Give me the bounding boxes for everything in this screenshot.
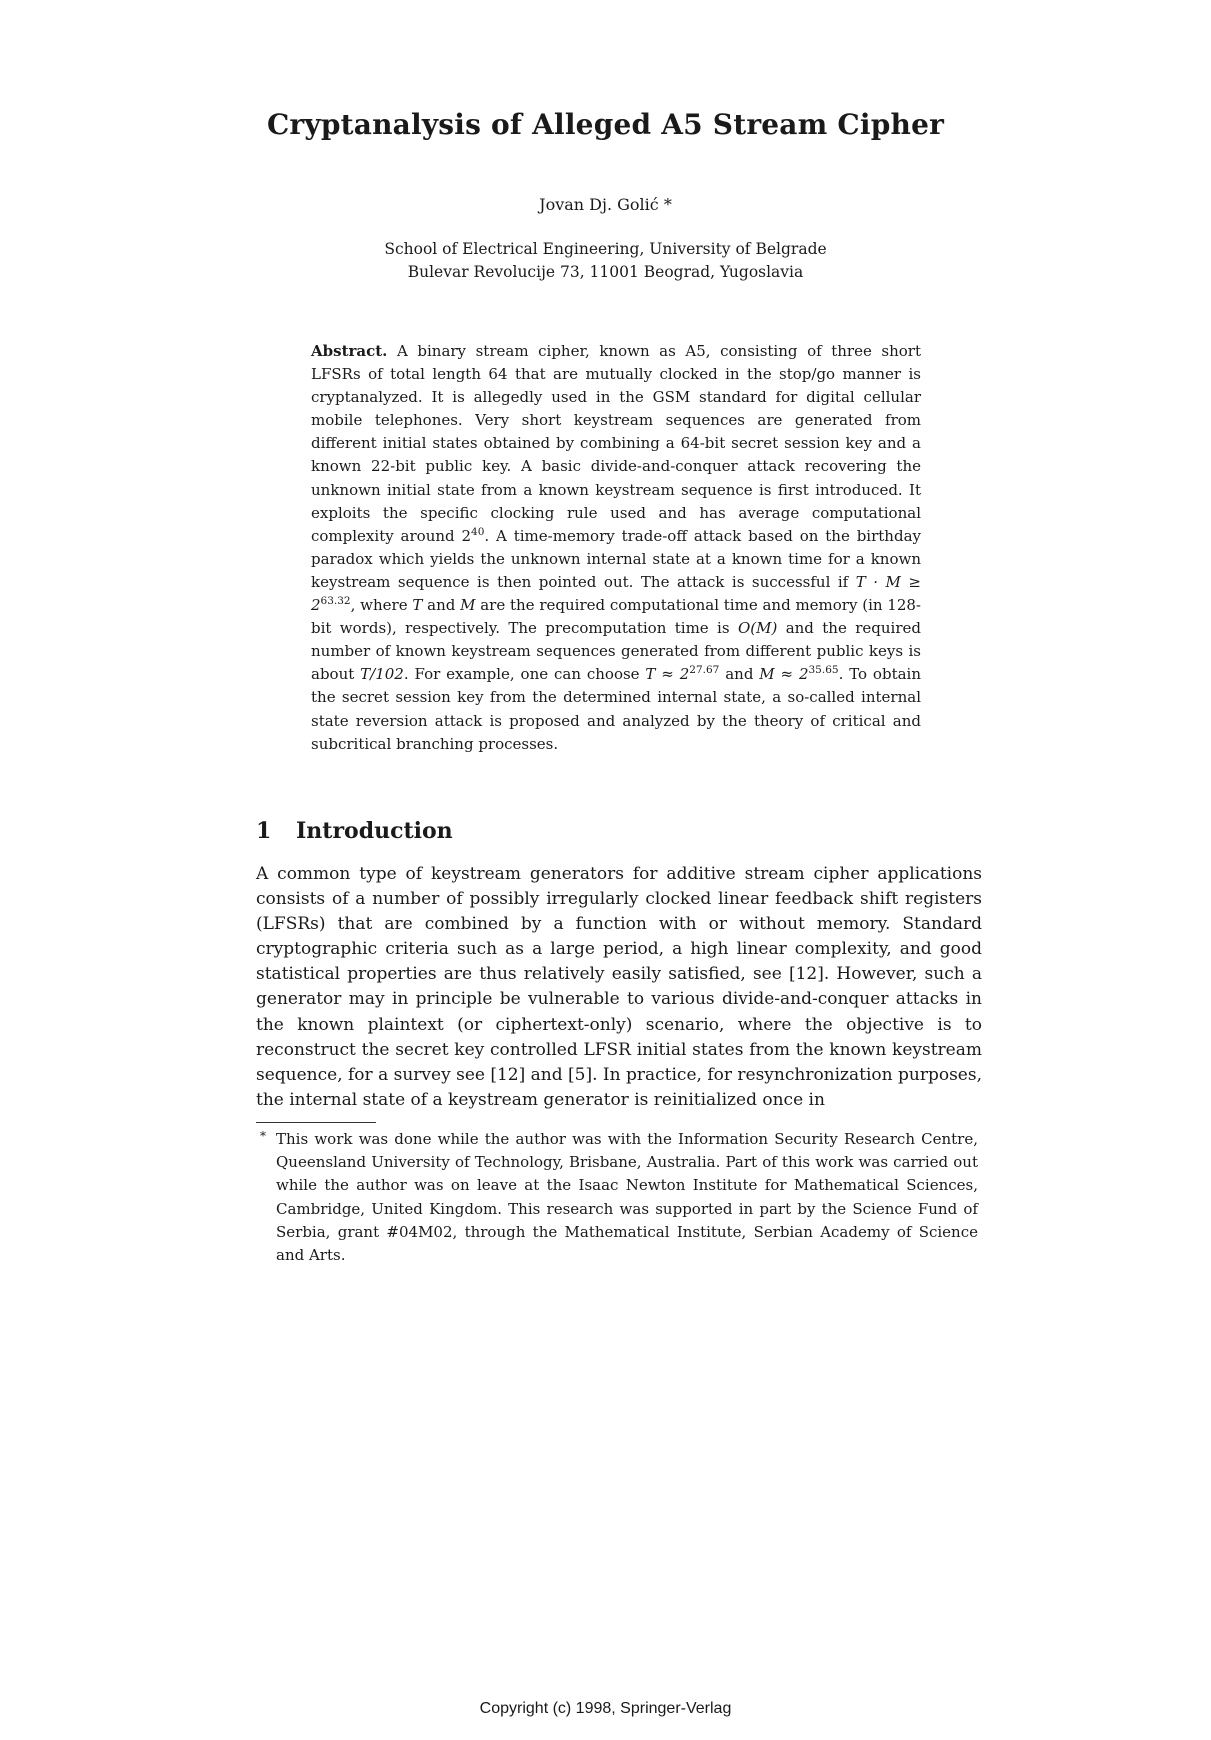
abstract-keyword: Abstract.: [311, 342, 388, 360]
exponent: 27.67: [689, 664, 720, 677]
abstract-text: and the required number of known keystream sequences generated from different public keys is about: [311, 619, 921, 684]
abstract-text: A binary stream cipher, known as A5, consisting of three short LFSRs of total length 64 that are mutually clocked in the stop/go manner is cryptanalyzed. It is allegedly used in the GSM standard for digital cellular mobile telephones. Very short keystream sequences are generated from different initial states obtained by combining a 64-bit secret session key and a known 22-bit public key. A basic divide-and-conquer attack recovering the unknown initial state from a known keystream sequence is first introduced. It exploits the specific clocking rule used and has average computational complexity around 2: [311, 342, 921, 545]
abstract-text: are the required computational time and memory (in 128-bit words), respectively. The precomputation time is: [311, 596, 921, 638]
abstract-text: . A time-memory trade-off attack based on the birthday paradox which yields the unknown internal state at a known time for a known keystream sequence is then pointed out. The attack is successful if: [311, 526, 921, 591]
exponent: 40: [471, 525, 485, 538]
exponent: 63.32: [320, 595, 351, 608]
footnote-text: This work was done while the author was with the Information Security Research Centre, Queensland University of Technology, Brisbane, Australia. Part of this work was carried out while the author was on leave at the Isaac Newton Institute for Mathematical Sciences, Cambridge, United Kingdom. This research was supported in part by the Science Fund of Serbia, grant #04M02, through the Mathematical Institute, Serbian Academy of Science and Arts.: [276, 1130, 978, 1265]
author-affiliation: [0, 238, 1211, 284]
math-expression: T · M ≥ 2: [311, 572, 921, 615]
math-expression: T ≈ 2: [645, 665, 690, 684]
math-variable: M: [460, 596, 476, 615]
section-number: 1: [256, 818, 272, 844]
paper-title: Cryptanalysis of Alleged A5 Stream Cipher: [266, 108, 945, 141]
footnote-mark: *: [260, 1129, 266, 1143]
copyright-notice: Copyright (c) 1998, Springer-Verlag: [479, 1700, 732, 1717]
footnote-divider: [256, 1122, 376, 1123]
abstract-text: , where: [350, 596, 413, 615]
abstract-paragraph: [311, 340, 921, 756]
math-expression: T/102: [360, 665, 404, 684]
author-name: Jovan Dj. Golić *: [539, 195, 672, 214]
abstract-text: . For example, one can choose: [403, 665, 646, 684]
affiliation-line: Bulevar Revolucije 73, 11001 Beograd, Yugoslavia: [407, 263, 804, 281]
abstract-text: . To obtain the secret session key from the determined internal state, a so-called internal state reversion attack is proposed and analyzed by the theory of critical and subcritical branching processes.: [311, 665, 921, 753]
section-title: Introduction: [296, 818, 453, 844]
affiliation-line: School of Electrical Engineering, University of Belgrade: [384, 240, 827, 258]
math-expression: M ≈ 2: [759, 665, 809, 684]
footnote: [260, 1128, 978, 1267]
exponent: 35.65: [808, 664, 839, 677]
abstract-text: and: [422, 596, 461, 615]
section-heading: [256, 818, 453, 844]
abstract-text: and: [719, 665, 760, 684]
math-expression: O(M): [737, 619, 778, 638]
math-variable: T: [412, 596, 423, 615]
body-paragraph: A common type of keystream generators for additive stream cipher applications consists of a number of possibly irregularly clocked linear feedback shift registers (LFSRs) that are combined by a function with or without memory. Standard cryptographic criteria such as a large period, a high linear complexity, and good statistical properties are thus relatively easily satisfied, see [12]. However, such a generator may in principle be vulnerable to various divide-and-conquer attacks in the known plaintext (or ciphertext-only) scenario, where the objective is to reconstruct the secret key controlled LFSR initial states from the known keystream sequence, for a survey see [12] and [5]. In practice, for resynchronization purposes, the internal state of a keystream generator is reinitialized once in: [256, 864, 982, 1110]
